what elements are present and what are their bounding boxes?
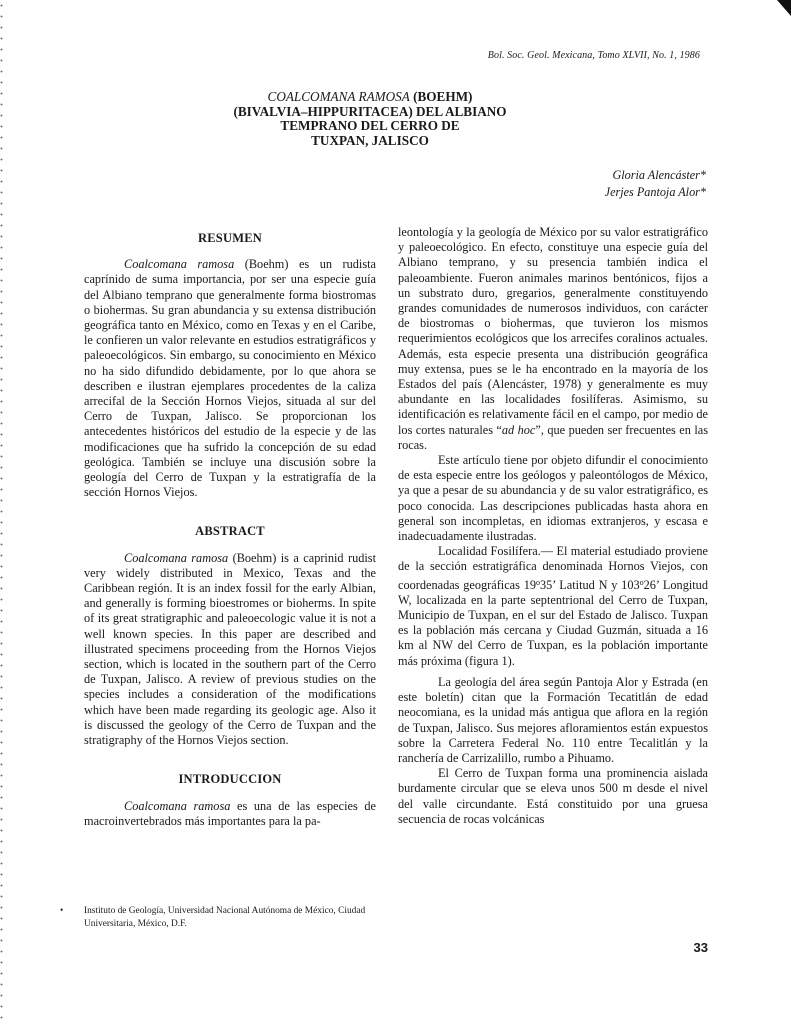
footnote-text: Instituto de Geología, Universidad Nacional Autónoma de México, Ciudad Universitaria, México, D.F. (84, 906, 366, 929)
resumen-heading: RESUMEN (198, 231, 262, 245)
author-list (540, 167, 706, 200)
introduccion-paragraph-cont: leontología y la geología de México por su valor estratigráfico y paleoecológico. En efecto, constituye una especie guía del Albiano temprano, y su presencia también indica el paleoambiente. Fueron animales marinos bentónicos, fijos a un substrato duro, gregarios, generalmente constituyendo grandes comunidades de numerosos individuos, con carácter de biostromas o biohermas, que tuvieron los mismos requerimientos ecológicos que los arrecifes coralinos actuales. Además, esta especie presenta una distribución geográfica muy extensa, pues se le ha encontrado en la mayoría de los Estados del país (Alencáster, 1978) y generalmente es muy abundante en las localidades fosilíferas. Asimismo, su identificación es relativamente fácil en el campo, por medio de los cortes naturales “ad hoc”, que pueden ser frecuentes en las rocas. (398, 225, 708, 452)
scan-corner-mark (777, 0, 791, 16)
abstract-heading: ABSTRACT (195, 524, 265, 539)
left-column (84, 231, 376, 829)
cerro-paragraph: El Cerro de Tuxpan forma una prominencia aislada burdamente circular que se eleva unos 500 m desde el nivel del valle circundante. Está constituido por una gruesa secuencia de rocas volcánicas (398, 766, 708, 826)
footnote (60, 905, 370, 931)
right-column (398, 225, 708, 827)
title-species: COALCOMANA RAMOSA (267, 89, 410, 104)
running-head: Bol. Soc. Geol. Mexicana, Tomo XLVII, No. 1, 1986 (487, 50, 700, 61)
author: Gloria Alencáster* (612, 168, 706, 182)
introduccion-paragraph-start: Coalcomana ramosa es una de las especies de macroinvertebrados más importantes para la pa- (84, 798, 376, 828)
abstract-paragraph: Coalcomana ramosa (Boehm) is a caprinid rudist very widely distributed in Mexico, Texas and the Caribbean región. It is an index fossil for the early Albian, and generally is forming bioestromes or bioherms. In spite of its great stratigraphic and paleoecologic value it is not a well known species. In this paper are described and illustrated specimens proceeding from the Hornos Viejos section, which is located in the southern part of the Cerro de Tuxpan, Jalisco. A review of previous studies on the species includes a consideration of the modifications which have been made regarding its geologic age. Also it is discussed the geology of the Cerro de Tuxpan and the stratigraphy of the Hornos Viejos section. (84, 550, 377, 748)
locality-paragraph: Localidad Fosilífera.— El material estudiado proviene de la sección estratigráfica denominada Hornos Viejos, con coordenadas geográficas 19$^o$35’ Latitud N y 103$^o$26’ Longitud W, localizada en la parte septentrional del Cerro de Tuxpan, Municipio de Tuxpan, en el sur del Estado de Jalisco. Tuxpan es la población más cercana y Ciudad Guzmán, situada a 16 km al NW del Cerro de Tuxpan, es la población importante más próxima (figura 1). (398, 544, 708, 668)
objective-paragraph: Este artículo tiene por objeto difundir el conocimiento de esta especie entre los geólogos y paleontólogos de México, ya que a pesar de su abundancia y de su valor estratigráfico, es poco conocida. Las descripciones publicadas hasta ahora en general son incompletas, en idiomas extranjeros, y escasa e inadecuadamente ilustradas. (398, 453, 708, 544)
article-title: COALCOMANA RAMOSA (BOEHM) (BIVALVIA–HIPPURITACEA) DEL ALBIANO TEMPRANO DEL CERRO DE TUXPAN, JALISCO (200, 90, 540, 148)
geology-paragraph: La geología del área según Pantoja Alor y Estrada (en este boletín) citan que la Formación Tecatitlán de edad neocomiana, es la unidad más antigua que aflora en la región de Tuxpan, Jalisco. Sus mejores afloramientos están expuestos sobre la Carretera Federal No. 110 entre Tecalitlán y la ranchería de Carrizalillo, rumbo a Pihuamo. (398, 674, 708, 765)
title-line-3: TEMPRANO DEL CERRO DE (280, 118, 460, 133)
title-line-4: TUXPAN, JALISCO (311, 132, 429, 148)
scan-edge-marks (0, 0, 3, 1024)
author: Jerjes Pantoja Alor* (604, 184, 706, 199)
introduccion-heading: INTRODUCCION (178, 772, 282, 787)
footnote-marker: • (60, 906, 64, 916)
title-line-2: (BIVALVIA–HIPPURITACEA) DEL ALBIANO (233, 103, 507, 119)
resumen-paragraph: Coalcomana ramosa (Boehm) es un rudista caprínido de suma importancia, por ser una especie guía del Albiano temprano que generalmente forma biostromas o biohermas. Su gran abundancia y su extensa distribución geográfica tanto en México, como en Texas y en el Caribe, le confieren un valor relevante en estudios estratigráficos y paleoecológicos. Sin embargo, su conocimiento en México no ha sido difundido debidamente, por lo que ahora se describen e ilustran ejemplares procedentes de la caliza arrecifal de la Sección Hornos Viejos, situada al sur del Cerro de Tuxpan, Jalisco. Se proporcionan los antecedentes históricos del estudio de la especie y de las modificaciones que ha sufrido la concepción de su edad geológica. También se incluye una discusión sobre la geología del Cerro de Tuxpan y la estratigrafía de la sección Hornos Viejos. (84, 257, 376, 500)
page-number: 33 (693, 940, 708, 955)
